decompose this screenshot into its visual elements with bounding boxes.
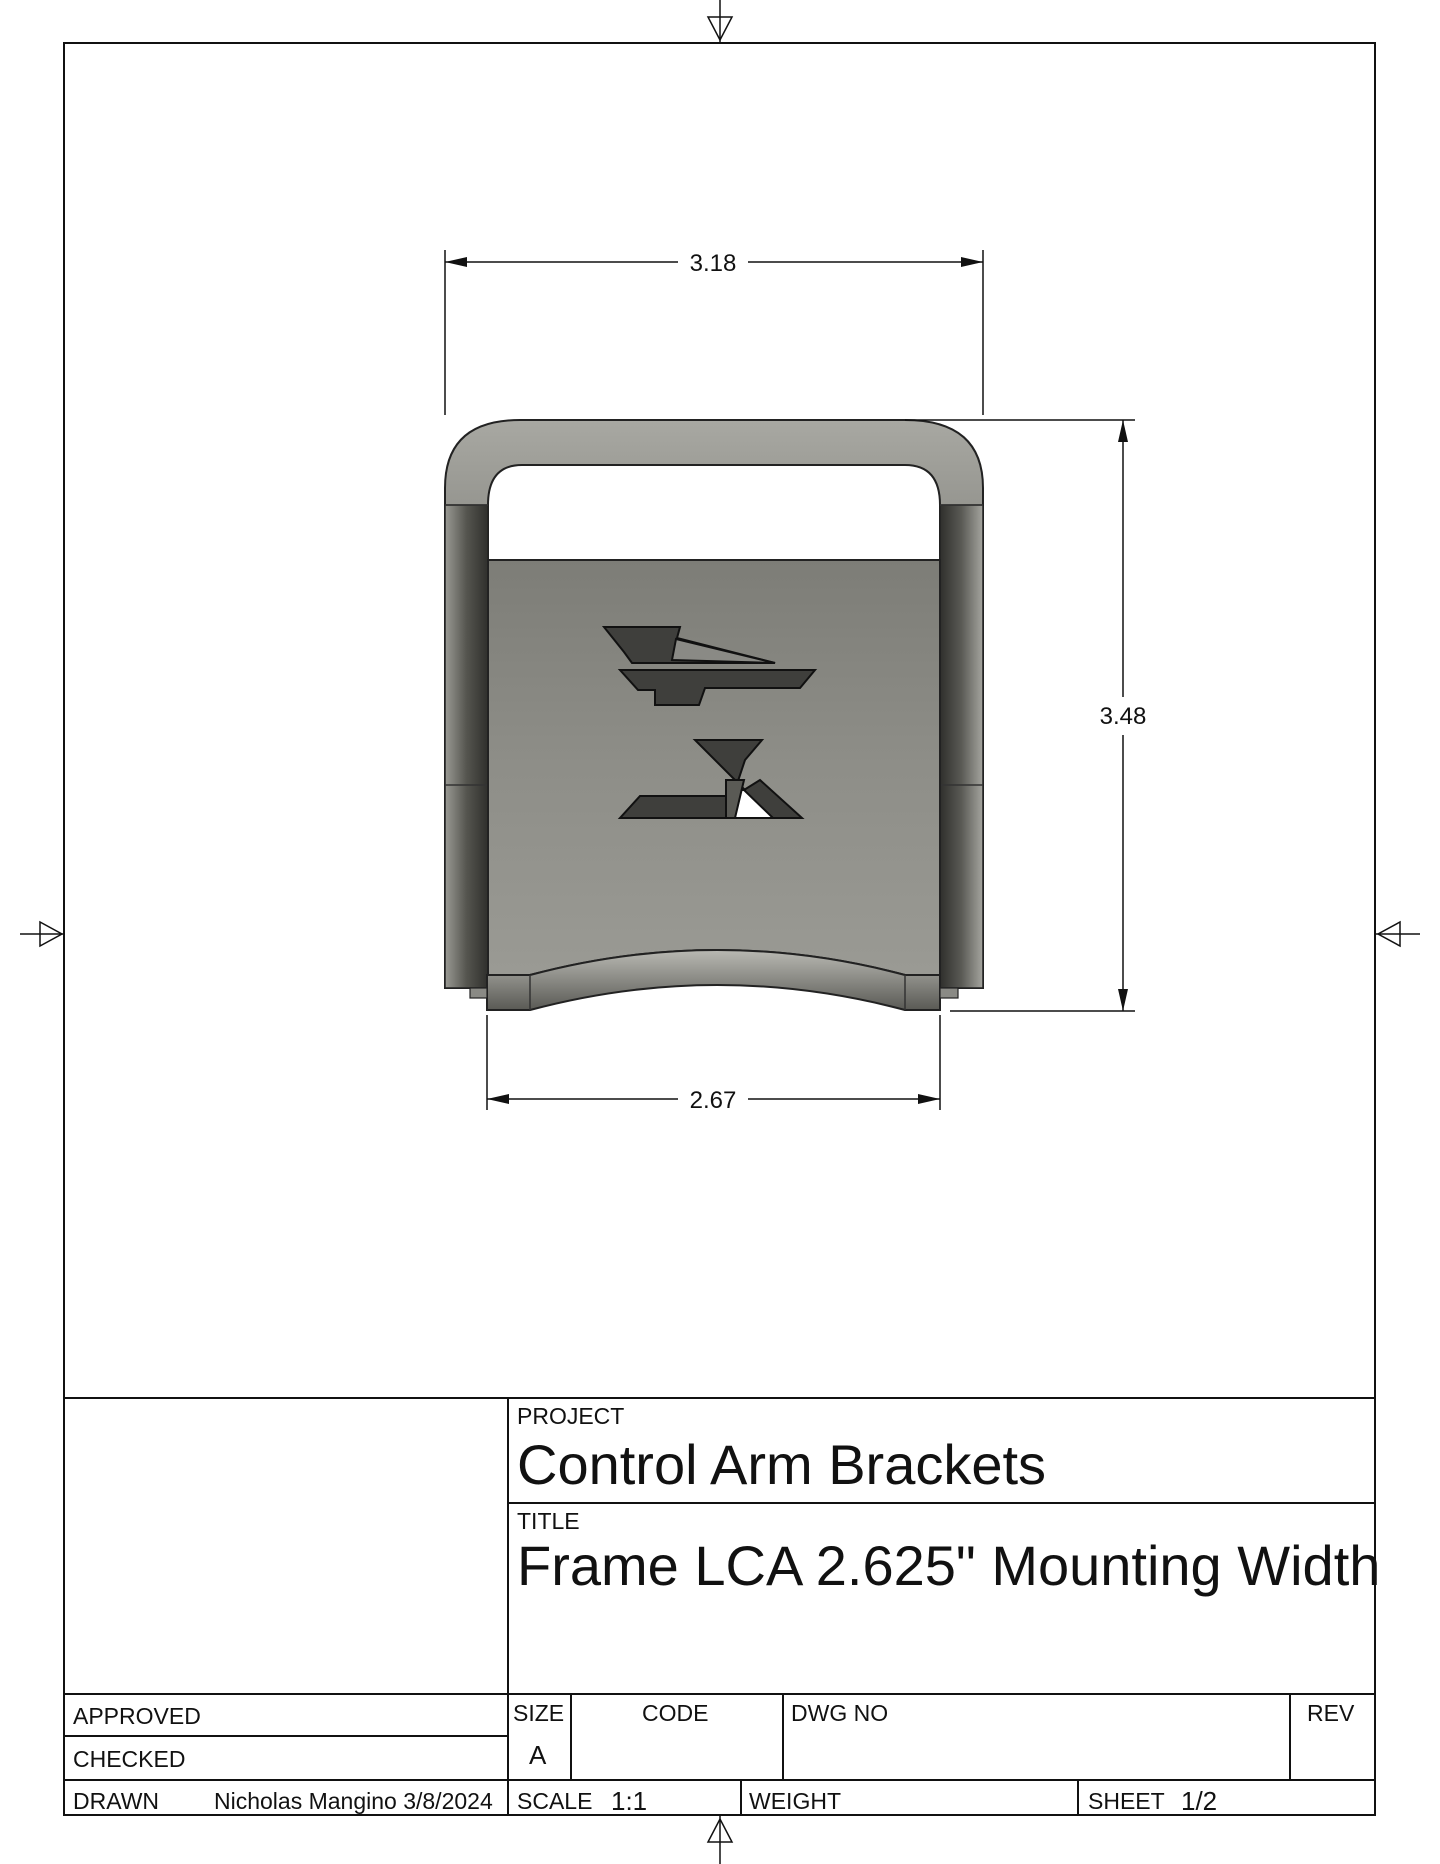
dwg-no-label: DWG NO bbox=[791, 1700, 889, 1726]
bracket-part-render bbox=[445, 420, 983, 1010]
project-label: PROJECT bbox=[517, 1403, 625, 1429]
bracket-plate bbox=[488, 560, 940, 975]
size-label: SIZE bbox=[513, 1700, 565, 1726]
center-mark-top bbox=[708, 0, 732, 43]
project-name: Control Arm Brackets bbox=[517, 1433, 1047, 1496]
sheet-label: SHEET bbox=[1088, 1788, 1165, 1814]
checked-label: CHECKED bbox=[73, 1746, 186, 1772]
drawing-title: Frame LCA 2.625" Mounting Width bbox=[517, 1534, 1381, 1597]
scale-label: SCALE bbox=[517, 1788, 593, 1814]
sheet-value: 1/2 bbox=[1181, 1786, 1218, 1816]
weight-label: WEIGHT bbox=[749, 1788, 841, 1814]
drawn-by-value: Nicholas Mangino 3/8/2024 bbox=[214, 1788, 493, 1814]
scale-value: 1:1 bbox=[611, 1786, 648, 1816]
dimension-height-label: 3.48 bbox=[1099, 703, 1147, 730]
left-arm bbox=[445, 505, 488, 988]
approved-label: APPROVED bbox=[73, 1703, 201, 1729]
dimension-top-width-label: 3.18 bbox=[689, 250, 737, 277]
size-value: A bbox=[529, 1740, 547, 1770]
right-arm bbox=[940, 505, 983, 988]
dimension-bottom-width-label: 2.67 bbox=[689, 1087, 737, 1114]
drawn-label: DRAWN bbox=[73, 1788, 160, 1814]
rev-label: REV bbox=[1307, 1700, 1355, 1726]
code-label: CODE bbox=[642, 1700, 709, 1726]
center-mark-bottom bbox=[708, 1815, 732, 1864]
center-mark-left bbox=[20, 922, 64, 946]
title-label: TITLE bbox=[517, 1508, 580, 1534]
center-mark-right bbox=[1375, 922, 1420, 946]
